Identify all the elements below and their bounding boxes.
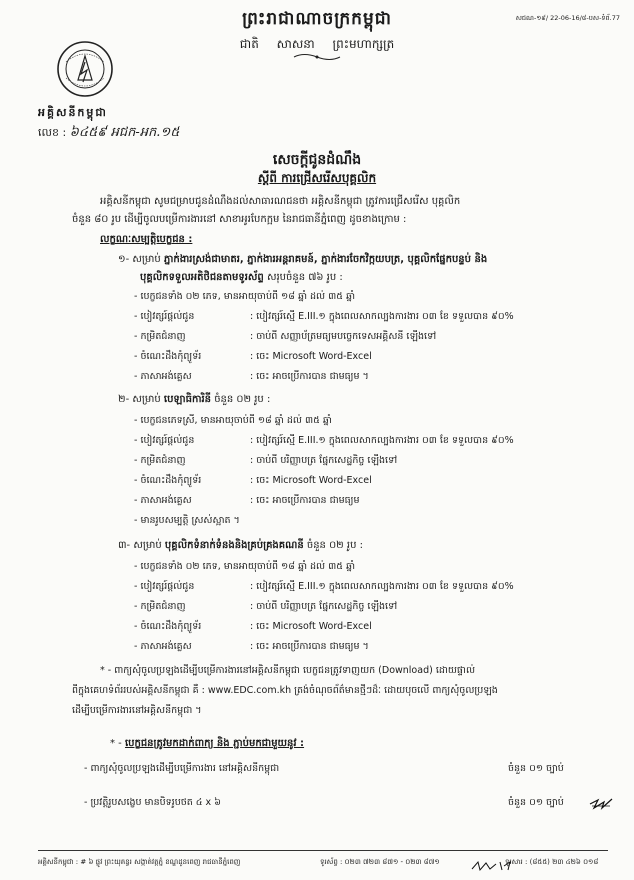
kingdom-title: ព្រះរាជាណាចក្រកម្ពុជា (242, 9, 392, 29)
s3-item-1-label: - បេក្ខជនទាំង ០២ ភេទ, មានអាយុចាប់ពី ១៨ ឆ្នាំ ដល់ ៣៥ ឆ្នាំ (134, 561, 356, 572)
document-1-qty: ចំនួន ០១ ច្បាប់ (508, 763, 564, 774)
section3-count: ចំនួន ០២ រូប : (303, 540, 363, 551)
document-1-label: - ពាក្យសុំចូលប្រឡងដើម្បីបម្រើការងារ នៅអគ្គិសនីកម្ពុជា (84, 763, 280, 774)
footer-signature-icon (470, 860, 516, 872)
application-line-3: ដើម្បីបម្រើការងារនៅអគ្គិសនីកម្ពុជា ។ (72, 705, 202, 716)
s2-item-4-value: : ចេះ Microsoft Word-Excel (250, 475, 372, 486)
section2-line1 (118, 392, 270, 407)
s3-item-2-label: - បៀវត្សរ៍ផ្តល់ជូន (134, 581, 195, 592)
section1-count: សរុបចំនួន ៧៦ រូប : (263, 272, 343, 283)
s3-item-4-value: : ចេះ Microsoft Word-Excel (250, 621, 372, 632)
s2-item-2-label: - បៀវត្សរ៍ផ្តល់ជូន (134, 435, 195, 446)
document-2-label: - ប្រវត្តិរូបសង្ខេប មានបិទរូបថត ៤ x ៦ (84, 797, 221, 808)
s2-item-5-value: : ចេះ អាចប្រើការបាន ជាមធ្យម (250, 495, 360, 506)
s1-item-5-label: - ភាសាអង់គ្លេស (134, 371, 192, 382)
intro-line-1: អគ្គិសនីកម្ពុជា សូមជម្រាបជូនដំណឹងដល់សាធារណជនថា អគ្គិសនីកម្ពុជា ត្រូវការជ្រើសរើស បុគ្គលិក (100, 196, 461, 207)
s2-item-4-label: - ចំណេះដឹងកុំព្យូទ័រ (134, 475, 202, 486)
s1-item-2-label: - បៀវត្សរ៍ផ្តល់ជូន (134, 311, 195, 322)
notice-subtitle: ស្តីពី ការជ្រើសរើសបុគ្គលិក (257, 171, 377, 185)
section2-count: ចំនួន ០២ រូប : (211, 394, 271, 405)
reference-code: សជណ-១៩/ 22-06-16/៨-បស-ទំព័.77 (515, 14, 620, 22)
s2-item-5-label: - ភាសាអង់គ្លេស (134, 495, 192, 506)
letter-number-value: ៦៤៥៩ អជក-អក.១៥ (69, 125, 180, 140)
s2-item-1-label: - បេក្ខជនភេទស្រី, មានអាយុចាប់ពី ១៨ ឆ្នាំ ដល់ ៣៥ ឆ្នាំ (134, 415, 332, 426)
criteria-heading: លក្ខណៈសម្បត្តិបេក្ខជន : (100, 234, 193, 245)
s2-item-3-label: - កម្រិតជំនាញ (134, 455, 186, 466)
footer-address: អគ្គិសនីកម្ពុជា : # ៦ ផ្លូវ ព្រះយុគន្ធរ សង្កាត់វត្តភ្នំ ខណ្ឌដូនពេញ រាជធានីភ្នំពេញ (38, 858, 241, 866)
application-line-2: ពីក្នុងគេហទំព័ររបស់អគ្គិសនីកម្ពុជា គឺ : www.EDC.com.kh ត្រង់ចំណុចព័ត៌មានថ្មីៗដ៏ៈ ដោយបុចលើ ពាក្យសុំចូលប្រឡង (72, 685, 498, 696)
section2-prefix: ២- សម្រាប់ (118, 394, 164, 405)
national-motto: ជាតិ សាសនា ព្រះមហាក្សត្រ (239, 37, 395, 51)
organization-name: អគ្គិសនីកម្ពុជា (38, 106, 108, 119)
s1-item-4-value: : ចេះ Microsoft Word-Excel (250, 351, 372, 362)
letter-number (38, 124, 179, 143)
s1-item-4-label: - ចំណេះដឹងកុំព្យូទ័រ (134, 351, 202, 362)
s3-item-5-label: - ភាសាអង់គ្លេស (134, 641, 192, 652)
document-2-qty: ចំនួន ០១ ច្បាប់ (508, 797, 564, 808)
s2-item-2-value: : បៀវត្សរ៍ស្មើ E.III.១ ក្នុងពេលសាកល្បងការងារ ០៣ ខែ ទទួលបាន ៩០% (250, 435, 514, 446)
s1-item-2-value: : បៀវត្សរ៍ស្មើ E.III.១ ក្នុងពេលសាកល្បងការងារ ០៣ ខែ ទទួលបាន ៩០% (250, 311, 514, 322)
initial-signature-icon (588, 796, 614, 812)
s3-item-3-value: : ចាប់ពី បរិញ្ញាបត្រ ផ្នែកសេដ្ឋកិច្ច ឡើងទៅ (250, 601, 398, 612)
s3-item-4-label: - ចំណេះដឹងកុំព្យូទ័រ (134, 621, 202, 632)
documents-heading-text: បេក្ខជនត្រូវមកដាក់ពាក្យ និង ភ្ជាប់មកជាមួយនូវ : (124, 738, 305, 749)
section3-prefix: ៣- សម្រាប់ (118, 540, 165, 551)
s3-item-3-label: - កម្រិតជំនាញ (134, 601, 186, 612)
s3-item-5-value: : ចេះ អាចប្រើការបាន ជាមធ្យម ។ (250, 641, 369, 652)
section3-position: បុគ្គលិកទំនាក់ទំនងនិងគ្រប់គ្រងគណនី (164, 540, 304, 551)
section1-line1 (118, 252, 487, 267)
s2-item-3-value: : ចាប់ពី បរិញ្ញាបត្រ ផ្នែកសេដ្ឋកិច្ច ឡើងទៅ (250, 455, 398, 466)
intro-line-2: ចំនួន ៨០ រូប ដើម្បីចូលបម្រើការងារនៅ សាខាអូរបែកក្អម នៃរាជធានីភ្នំពេញ ដូចខាងក្រោម : (72, 214, 407, 225)
footer-fax: ទូរសារ : (៨៥៥) ២៣ ៤២៦ ០១៨ (505, 858, 599, 866)
ornament-divider-icon (292, 52, 342, 62)
section1-prefix: ១- សម្រាប់ (118, 254, 164, 265)
s1-item-5-value: : ចេះ អាចប្រើការបាន ជាមធ្យម ។ (250, 371, 369, 382)
application-line-1: * - ពាក្យសុំចូលប្រឡងដើម្បីបម្រើការងារនៅអគ្គិសនីកម្ពុជា បេក្ខជនត្រូវទាញយក (Download) ដោយផ្ទាល់ (100, 665, 476, 676)
section1-positions-cont: បុគ្គលិកទទួលអតិថិជនតាមទូរស័ព្ទ (140, 272, 264, 283)
section1-positions: ភ្នាក់ងារស្រង់ជាមាតរ, ភ្នាក់ងារអន្តរាគមន៍, ភ្នាក់ងារចែកវិក្កយបត្រ, បុគ្គលិកផ្នែកបន្ទប់ និង (163, 254, 488, 265)
section1-line2 (140, 270, 343, 285)
s2-item-6-label: - មានរូបសម្បត្តិ ស្រស់ស្អាត ។ (134, 515, 240, 526)
s1-item-1-label: - បេក្ខជនទាំង ០២ ភេទ, មានអាយុចាប់ពី ១៨ ឆ្នាំ ដល់ ៣៥ ឆ្នាំ (134, 291, 356, 302)
footer-divider (38, 850, 608, 851)
letter-number-label: លេខ : (38, 126, 67, 139)
documents-heading (110, 736, 304, 751)
s3-item-2-value: : បៀវត្សរ៍ស្មើ E.III.១ ក្នុងពេលសាកល្បងការងារ ០៣ ខែ ទទួលបាន ៩០% (250, 581, 514, 592)
section3-line1 (118, 538, 363, 553)
s1-item-3-label: - កម្រិតជំនាញ (134, 331, 186, 342)
footer-phone: ទូរស័ព្ទ : ០២៣ ៧២៣ ៨៧១ - ០២៣ ៨៧១ (320, 858, 440, 866)
documents-bullet: * - (110, 738, 125, 749)
notice-title: សេចក្តីជូនដំណឹង (272, 152, 362, 168)
s1-item-3-value: : ចាប់ពី សញ្ញាប័ត្រមធ្យមបច្ចេកទេសអគ្គិសនី ឡើងទៅ (250, 331, 437, 342)
edc-seal-icon (56, 40, 114, 98)
section2-position: បេឡាធិការិនី (163, 394, 212, 405)
